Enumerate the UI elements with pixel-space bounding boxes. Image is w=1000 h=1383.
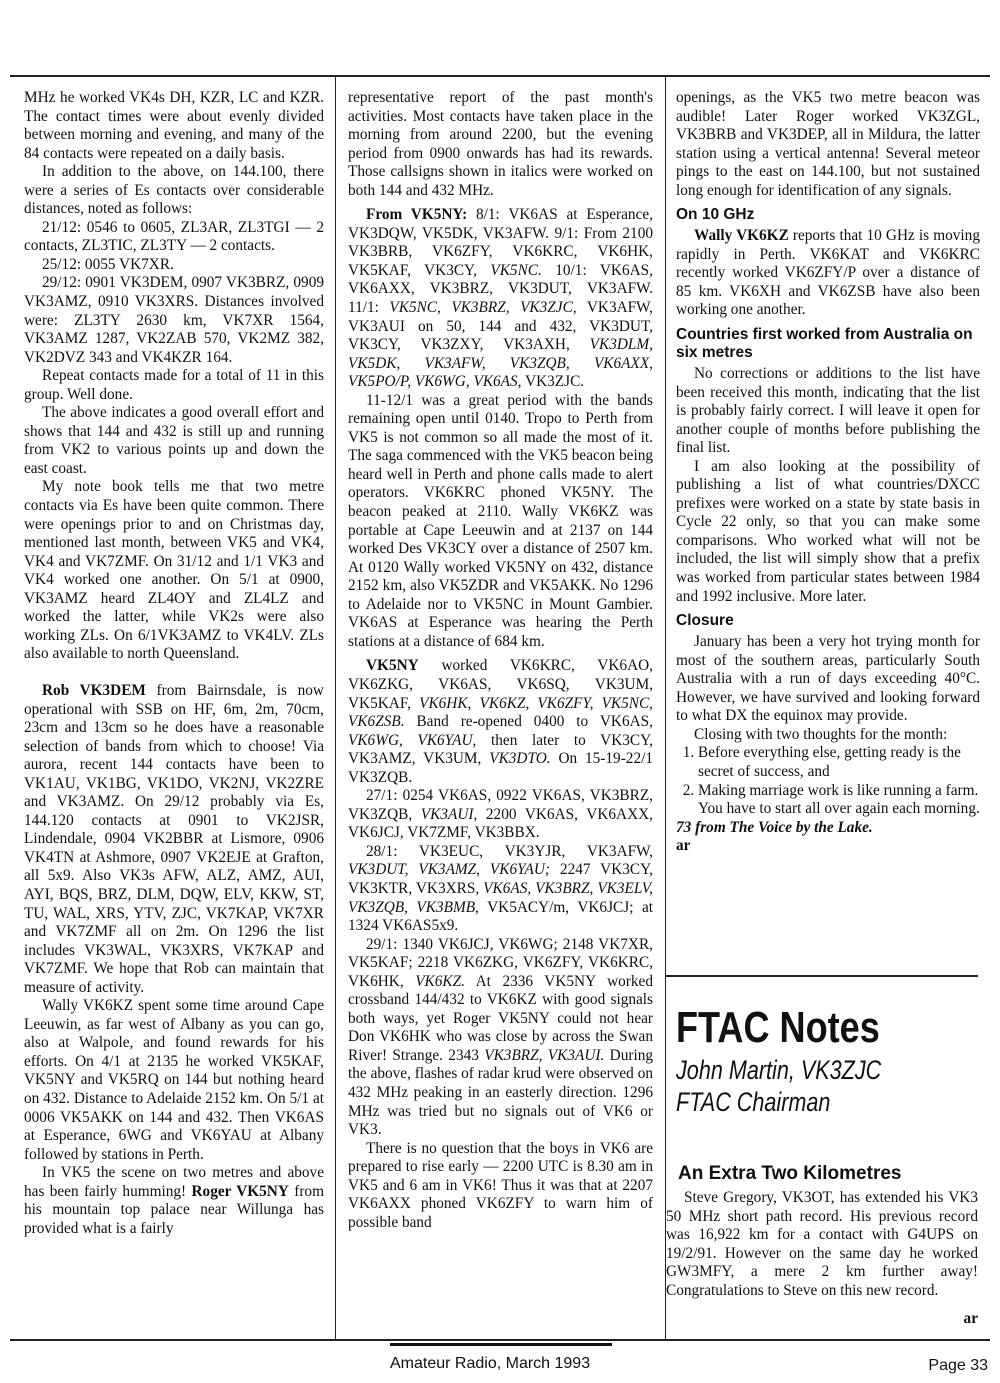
paragraph: Rob VK3DEM from Bairnsdale, is now operational with SSB on HF, 6m, 2m, 70cm, 23cm and 13cm so he does have a reasonable selection of bands from which to choose! Via aurora, recent 144 contacts have been to VK1AU, VK1BG, VK1DO, VK2NJ, VK2ZRE and VK3AMZ. On 29/12 probably via Es, 144.120 contacts at 0901 to VK2JSR, Lindendale, 0904 VK2BBR at Lismore, 0906 VK4TN at Ashmore, 0907 VK2EJE at Grafton, all 5x9. Also VK3s AFW, ALZ, AMZ, AUI, AYI, BQS, BRZ, DLM, DQW, ELV, KKW, ST, TU, WAL, XRS, YTV, ZJC, VK7KAP, VK7XR and VK7ZMF all on 2m. On 1296 the list includes VK3WAL, VK3XRS, VK7KAP and VK7ZMF. We hope that Rob can maintain that measure of activity. (24, 681, 324, 996)
paragraph: In addition to the above, on 144.100, there were a series of Es contacts over considerable distances, noted as follows: (24, 163, 324, 218)
callsign-bold: Wally VK6KZ (694, 227, 789, 245)
paragraph: January has been a very hot trying month for most of the southern areas, particularly South Australia with a run of days exceeding 40°C. However, we have survived and looking forward to what DX the equinox may provide. (676, 633, 980, 725)
signature: 73 from The Voice by the Lake. (676, 818, 873, 836)
column-3 (676, 89, 980, 856)
ftac-title: FTAC Notes (676, 1003, 880, 1052)
ftac-article (666, 1163, 978, 1329)
paragraph: 28/1: VK3EUC, VK3YJR, VK3AFW, VK3DUT, VK3AMZ, VK6YAU; 2247 VK3CY, VK3KTR, VK3XRS, VK6AS, VK3BRZ, VK3ELV, VK3ZQB, VK3BMB, VK5ACY/m, VK6JCJ; at 1324 VK6AS5x9. (348, 842, 653, 935)
section-heading: On 10 GHz (676, 206, 755, 224)
callsign-bold: VK5NY (366, 657, 419, 675)
ftac-author: John Martin, VK3ZJC (676, 1055, 882, 1085)
paragraph: In VK5 the scene on two metres and above has been fairly humming! Roger VK5NY from his mountain top palace near Willunga has provided what is a fairly (24, 1164, 324, 1237)
footer-magazine: Amateur Radio, March 1993 (390, 1355, 591, 1372)
paragraph: 29/12: 0901 VK3DEM, 0907 VK3BRZ, 0909 VK3AMZ, 0910 VK3XRS. Distances involved were: ZL3TY 2630 km, VK7XR 1564, VK3AMZ 1287, VK2ZAB 570, VK2MZ 382, VK2DVZ 343 and VK4KZR 164. (24, 274, 324, 366)
paragraph: There is no question that the boys in VK6 are prepared to rise early — 2200 UTC is 8.30 am in VK5 and 6 am in VK6! Thus it was that at 2207 VK6AXX phoned VK6ZFY to warn him of possible band (348, 1139, 653, 1231)
paragraph: No corrections or additions to the list have been received this month, indicating that the list is probably fairly correct. I will leave it open for another couple of months before publishing the final list. (676, 365, 980, 457)
footer-page-number: Page 33 (928, 1357, 988, 1374)
list-item: 2. Making marriage work is like running a farm. You have to start all over again each morning. (698, 782, 980, 819)
end-mark: ar (963, 1310, 978, 1328)
paragraph: Steve Gregory, VK3OT, has extended his VK3 50 MHz short path record. His previous record was 16,922 km for a contact with G4UPS on 19/2/91. However on the same day he worked GW3MFY, a mere 2 km further away! Congratulations to Steve on this new record. (666, 1189, 978, 1299)
callsign-bold: Roger VK5NY (191, 1182, 289, 1200)
column-1 (24, 89, 324, 1238)
paragraph: Wally VK6KZ reports that 10 GHz is moving rapidly in Perth. VK6KAT and VK6KRC recently worked VK6ZFY/P over a distance of 85 km. VK6XH and VK6ZSB have also been working one another. (676, 227, 980, 319)
end-mark: ar (676, 837, 691, 855)
ftac-notes (666, 975, 978, 1329)
callsign-bold: Rob VK3DEM (42, 681, 146, 699)
paragraph: representative report of the past month's activities. Most contacts have taken place in the morning from around 2200, but the evening period from 0900 onwards has had its rewards. Those callsigns shown in italics were worked on both 144 and 432 MHz. (348, 89, 653, 199)
callsign-bold: From VK5NY: (366, 206, 468, 224)
article-heading: An Extra Two Kilometres (678, 1163, 902, 1184)
paragraph: The above indicates a good overall effort and shows that 144 and 432 is still up and running from VK2 to various points up and down the east coast. (24, 404, 324, 477)
paragraph: Repeat contacts made for a total of 11 in this group. Well done. (24, 367, 324, 403)
paragraph: VK5NY worked VK6KRC, VK6AO, VK6ZKG, VK6AS, VK6SQ, VK3UM, VK5KAF, VK6HK, VK6KZ, VK6ZFY, VK5NC, VK6ZSB. Band re-opened 0400 to VK6AS, VK6WG, VK6YAU, then later to VK3CY, VK3AMZ, VK3UM, VK3DTO. On 15-19-22/1 VK3ZQB. (348, 657, 654, 786)
paragraph: MHz he worked VK4s DH, KZR, LC and KZR. The contact times were about evenly divided between morning and evening, and many of the 84 contacts were repeated on a daily basis. (24, 89, 324, 162)
paragraph: Closing with two thoughts for the month: (694, 725, 948, 743)
paragraph: From VK5NY: 8/1: VK6AS at Esperance, VK3DQW, VK5DK, VK3AFW. 9/1: From 2100 VK3BRB, VK6ZFY, VK6KRC, VK6HK, VK5KAF, VK3CY, VK5NC. 10/1: VK6AS, VK6AXX, VK3BRZ, VK3DUT, VK3AFW. 11/1: VK5NC, VK3BRZ, VK3ZJC, VK3AFW, VK3AUI on 50, 144 and 432, VK3DUT, VK3CY, VK3ZXY, VK3AXH, VK3DLM, VK5DK, VK3AFW, VK3ZQB, VK6AXX, VK5PO/P, VK6WG, VK6AS, VK3ZJC. (348, 206, 654, 391)
paragraph: 25/12: 0055 VK7XR. (42, 255, 174, 273)
column-2 (348, 89, 653, 1232)
paragraph: openings, as the VK5 two metre beacon was audible! Later Roger worked VK3ZGL, VK3BRB and VK3DEP, all in Mildura, the latter station using a vertical antenna! Several meteor pings to the east on 144.100, but not sustained long enough for identification of any signals. (676, 89, 980, 199)
paragraph: 11-12/1 was a great period with the bands remaining open until 0140. Tropo to Perth from VK5 is not common so all made the most of it. The saga commenced with the VK5 beacon being heard well in Perth and phone calls made to alert operators. VK6KRC phoned VK5NY. The beacon peaked at 2110. Wally VK6KZ was portable at Cape Leeuwin and at 2137 on 144 worked Des VK3CY over a distance of 2507 km. At 0120 Wally worked VK5NY on 432, distance 2152 km, also VK5ZDR and VK5AKK. No 1296 to Adelaide nor to VK5NC in Mount Gambier. VK6AS at Esperance was hearing the Perth stations at a distance of 684 km. (348, 391, 653, 650)
column-divider (335, 77, 336, 1339)
footer-rule (390, 1343, 612, 1346)
paragraph: 27/1: 0254 VK6AS, 0922 VK6AS, VK3BRZ, VK3ZQB, VK3AUI, 2200 VK6AS, VK6AXX, VK6JCJ, VK7ZMF, VK3BBX. (348, 787, 653, 842)
ftac-role: FTAC Chairman (676, 1087, 831, 1117)
paragraph: 29/1: 1340 VK6JCJ, VK6WG; 2148 VK7XR, VK5KAF; 2218 VK6ZKG, VK6ZFY, VK6KRC, VK6HK, VK6KZ. At 2336 VK5NY worked crossband 144/432 to VK6KZ with good signals both ways, yet Roger VK5NY could not hear Don VK6HK who was close by across the Swan River! Strange. 2343 VK3BRZ, VK3AUI. During the above, flashes of radar krud were observed on 432 MHz peaking in an easterly direction. 1296 MHz was tried but no signals out of VK6 or VK3. (348, 935, 653, 1139)
paragraph: 21/12: 0546 to 0605, ZL3AR, ZL3TGI — 2 contacts, ZL3TIC, ZL3TY — 2 contacts. (24, 218, 324, 255)
section-heading: Countries first worked from Australia on six metres (676, 326, 973, 362)
numbered-list (676, 744, 980, 818)
paragraph: Wally VK6KZ spent some time around Cape Leeuwin, as far west of Albany as you can go, also at Walpole, and found rewards for his efforts. On 4/1 at 2135 he worked VK5KAF, VK5NY and VK5RQ on 144 but nothing heard on 432. Distance to Adelaide 2152 km. On 5/1 at 0006 VK5AKK on 144 and 432. Then VK6AS at Esperance, 6WG and VK6YAU at Albany followed by stations in Perth. (24, 997, 324, 1163)
list-item: 1. Before everything else, getting ready is the secret of success, and (698, 744, 980, 781)
paragraph: My note book tells me that two metre contacts via Es have been quite common. There were openings prior to and on Christmas day, mentioned last month, between VK5 and VK4, VK4 and VK7ZMF. On 31/12 and 1/1 VK3 and VK4 worked one another. On 5/1 at 0900, VK3AMZ heard ZL4OY and ZL4LZ and worked the latter, while VK2s were also working ZLs. On 6/1VK3AMZ to VK4LV. ZLs also available to north Queensland. (24, 478, 324, 663)
section-heading: Closure (676, 612, 734, 630)
paragraph: I am also looking at the possibility of publishing a list of what countries/DXCC prefixes were worked on a state by state basis in Cycle 22 only, so that you can make some comparisons. Who worked what will not be included, the list will simply show that a prefix was worked from particular states between 1984 and 1992 inclusive. More later. (676, 457, 980, 605)
